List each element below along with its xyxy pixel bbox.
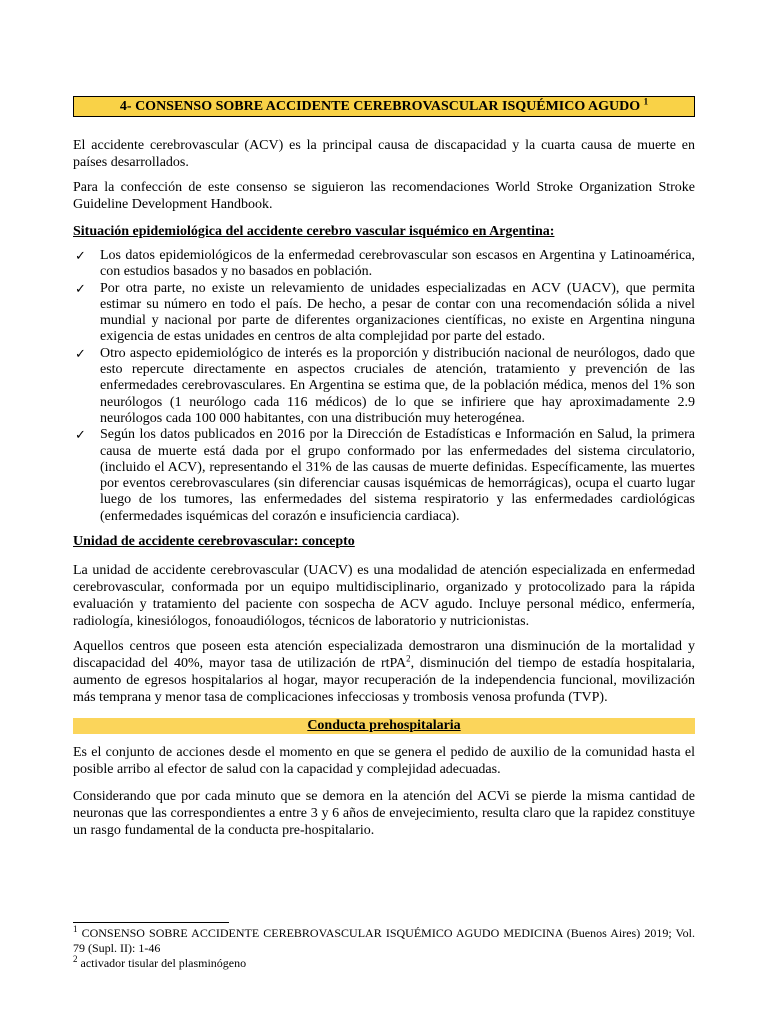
list-item — [73, 281, 695, 346]
list-item — [73, 427, 695, 525]
footnote-2 — [73, 956, 695, 971]
intro-paragraph-2: Para la confección de este consenso se siguieron las recomendaciones World Stroke Organization Stroke Guideline Development Handbook. — [73, 180, 695, 212]
footnote-text: activador tisular del plasminógeno — [77, 956, 247, 970]
list-item-text: Otro aspecto epidemiológico de interés es la proporción y distribución nacional de neurólogos, dado que esto repercute directamente en aspectos cruciales de atención, tratamiento y prevención de las enfermedades cerebrovasculares. En Argentina se estima que, de la población médica, menos del 1% son neurólogos (1 neurólogo cada 116 médicos) de lo que se infiriere que hay aproximadamente 2.9 neurólogos cada 100 000 habitantes, con una distribución muy heterogénea. — [100, 345, 695, 426]
list-item-text: Los datos epidemiológicos de la enfermedad cerebrovascular son escasos en Argentina y Latinoamérica, con estudios basados y no basados en población. — [100, 248, 695, 280]
footnote-divider — [73, 922, 229, 923]
uacv-paragraph-2 — [73, 638, 695, 706]
intro-paragraph-1: El accidente cerebrovascular (ACV) es la principal causa de discapacidad y la cuarta causa de muerte en países desarrollados. — [73, 138, 695, 170]
check-mark-icon: ✓ — [75, 248, 86, 263]
uacv-paragraph-1: La unidad de accidente cerebrovascular (UACV) es una modalidad de atención especializada en enfermedad cerebrovascular, conformada por un equipo multidisciplinario, organizado y protocolizado para la rápida evaluación y tratamiento del paciente con sospecha de ACV agudo. Incluye personal médico, enfermería, radiología, kinesiólogos, fonoaudiólogos, técnicos de laboratorio y nutricionistas. — [73, 563, 695, 630]
list-item — [73, 248, 695, 281]
rtpa-footnote-ref[interactable]: 2 — [406, 653, 411, 664]
check-mark-icon: ✓ — [75, 280, 86, 296]
footnote-number: 2 — [73, 954, 78, 964]
list-item-text: Según los datos publicados en 2016 por la Dirección de Estadísticas e Información en Salud, la primera causa de muerte está dada por el grupo conformado por las enfermedades del sistema circulatorio, (incluido el ACV), representando el 31% de las causas de muerte definidas. Específicamente, las muertes por eventos cerebrovasculares (sin diferenciar causas isquémicas de hemorrágicas), ocupa el cuarto lugar luego de los tumores, las enfermedades del sistema respiratorio y las enfermedades cardiológicas (enfermedades isquémicas del corazón e insuficiencia cardiaca). — [100, 427, 695, 524]
footnote-text: CONSENSO SOBRE ACCIDENTE CEREBROVASCULAR ISQUÉMICO AGUDO MEDICINA (Buenos Aires) 2019; Vol. 79 (Supl. II): 1-46 — [73, 926, 695, 955]
list-item-text: Por otra parte, no existe un relevamiento de unidades especializadas en ACV (UACV), que permita estimar su número en todo el país. De hecho, a pesar de contar con una recomendación sólida a nivel mundial y nacional por parte de diferentes organizaciones científicas, no existe en Argentina ninguna exigencia de estas unidades en centros de alta complejidad por parte del estado. — [100, 280, 695, 345]
check-mark-icon: ✓ — [75, 345, 86, 361]
prehospital-paragraph-2: Considerando que por cada minuto que se demora en la atención del ACVi se pierde la misma cantidad de neuronas que las correspondientes a entre 3 y 6 años de envejecimiento, resulta claro que la rapidez constituye un rasgo fundamental de la conducta pre-hospitalario. — [73, 789, 695, 839]
footnotes — [73, 922, 695, 971]
uacv-paragraph-2-text-b: , disminución del tiempo de estadía hospitalaria, aumento de egresos hospitalarios al hogar, mayor recuperación de la independencia funcional, movilización más temprana y menor tasa de complicaciones infecciosas y trombosis venosa profunda (TVP). — [73, 656, 695, 706]
footnote-number: 1 — [73, 924, 78, 934]
document-title-text: 4- CONSENSO SOBRE ACCIDENTE CEREBROVASCULAR ISQUÉMICO AGUDO — [119, 99, 641, 114]
footnote-1 — [73, 926, 695, 956]
prehospital-paragraph-1: Es el conjunto de acciones desde el momento en que se genera el pedido de auxilio de la comunidad hasta el posible arribo al efector de salud con la capacidad y complejidad adecuadas. — [73, 745, 695, 778]
section-heading-epidemiology: Situación epidemiológica del accidente cerebro vascular isquémico en Argentina: — [73, 224, 555, 239]
section-heading-prehospital: Conducta prehospitalaria — [73, 718, 695, 734]
document-body — [73, 96, 695, 839]
epidemiology-list — [73, 248, 695, 525]
list-item — [73, 346, 695, 427]
document-title — [73, 96, 695, 117]
check-mark-icon: ✓ — [75, 427, 86, 443]
title-footnote-ref[interactable]: 1 — [643, 96, 649, 107]
section-heading-uacv: Unidad de accidente cerebrovascular: concepto — [73, 534, 355, 550]
uacv-paragraph-2-text-a: Aquellos centros que poseen esta atención especializada demostraron una disminución de la mortalidad y discapacidad del 40%, mayor tasa de utilización de rtPA — [73, 639, 695, 672]
